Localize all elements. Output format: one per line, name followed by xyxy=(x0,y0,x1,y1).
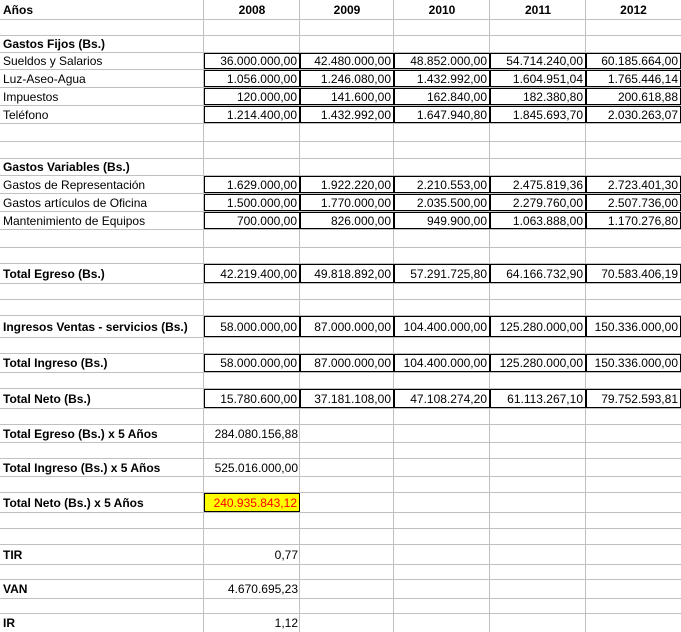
summary-row xyxy=(0,459,681,477)
highlighted-total-cell[interactable]: 240.935.843,12 xyxy=(204,493,300,512)
value-cell[interactable]: 2.475.819,36 xyxy=(490,176,586,193)
empty-row xyxy=(0,477,681,493)
value-cell[interactable]: 54.714.240,00 xyxy=(490,53,586,69)
value-cell[interactable]: 150.336.000,00 xyxy=(586,354,681,372)
value-cell[interactable]: 1.246.080,00 xyxy=(300,70,394,87)
empty-row xyxy=(0,300,681,316)
value-cell[interactable]: 58.000.000,00 xyxy=(204,316,300,337)
total-egreso-row xyxy=(0,264,681,284)
summary-label[interactable]: Total Neto (Bs.) x 5 Años xyxy=(3,495,144,510)
row-label[interactable]: Mantenimiento de Equipos xyxy=(3,213,146,228)
row-label[interactable]: Total Neto (Bs.) xyxy=(3,391,91,406)
summary-label[interactable]: TIR xyxy=(3,547,23,562)
value-cell[interactable]: 49.818.892,00 xyxy=(300,264,394,283)
value-cell[interactable]: 1.770.000,00 xyxy=(300,194,394,211)
table-row xyxy=(0,212,681,230)
value-cell[interactable]: 1.432.992,00 xyxy=(394,70,490,87)
value-cell[interactable]: 42.480.000,00 xyxy=(300,53,394,69)
value-cell[interactable]: 57.291.725,80 xyxy=(394,264,490,283)
empty-row xyxy=(0,565,681,580)
value-cell[interactable]: 141.600,00 xyxy=(300,88,394,105)
summary-value[interactable]: 1,12 xyxy=(274,616,298,630)
empty-row xyxy=(0,20,681,36)
summary-label[interactable]: Total Egreso (Bs.) x 5 Años xyxy=(3,426,158,441)
empty-row xyxy=(0,599,681,614)
value-cell[interactable]: 2.507.736,00 xyxy=(586,194,681,211)
value-cell[interactable]: 87.000.000,00 xyxy=(300,354,394,372)
value-cell[interactable]: 182.380,80 xyxy=(490,88,586,105)
year-cell[interactable]: 2010 xyxy=(428,2,456,17)
value-cell[interactable]: 2.030.263,07 xyxy=(586,106,681,123)
summary-row xyxy=(0,425,681,443)
row-label[interactable]: Gastos de Representación xyxy=(3,177,146,192)
table-row xyxy=(0,106,681,124)
value-cell[interactable]: 58.000.000,00 xyxy=(204,354,300,372)
value-cell[interactable]: 2.210.553,00 xyxy=(394,176,490,193)
value-cell[interactable]: 1.604.951,04 xyxy=(490,70,586,87)
summary-value[interactable]: 4.670.695,23 xyxy=(227,582,298,596)
value-cell[interactable]: 42.219.400,00 xyxy=(204,264,300,283)
header-label-cell[interactable]: Años xyxy=(3,2,33,17)
value-cell[interactable]: 2.035.500,00 xyxy=(394,194,490,211)
section-title-gastos-variables[interactable]: Gastos Variables (Bs.) xyxy=(3,160,130,174)
value-cell[interactable]: 2.723.401,30 xyxy=(586,176,681,193)
value-cell[interactable]: 1.629.000,00 xyxy=(204,176,300,193)
empty-row xyxy=(0,443,681,459)
empty-row xyxy=(0,529,681,545)
year-cell[interactable]: 2011 xyxy=(524,2,552,17)
row-label[interactable]: Gastos artículos de Oficina xyxy=(3,195,148,210)
section-title-row xyxy=(0,36,681,53)
summary-label[interactable]: Total Ingreso (Bs.) x 5 Años xyxy=(3,460,161,475)
value-cell[interactable]: 162.840,00 xyxy=(394,88,490,105)
row-label[interactable]: Total Egreso (Bs.) xyxy=(3,266,105,281)
summary-row xyxy=(0,493,681,513)
total-neto-row xyxy=(0,389,681,409)
row-label[interactable]: Total Ingreso (Bs.) xyxy=(3,356,108,370)
empty-row xyxy=(0,373,681,389)
row-label[interactable]: Ingresos Ventas - servicios (Bs.) xyxy=(3,319,188,334)
value-cell[interactable]: 1.922.220,00 xyxy=(300,176,394,193)
summary-value[interactable]: 0,77 xyxy=(274,547,298,562)
table-row xyxy=(0,88,681,106)
value-cell[interactable]: 150.336.000,00 xyxy=(586,316,681,337)
value-cell[interactable]: 47.108.274,20 xyxy=(394,389,490,408)
empty-row xyxy=(0,284,681,300)
summary-label[interactable]: IR xyxy=(3,616,15,630)
summary-row xyxy=(0,580,681,599)
value-cell[interactable]: 1.845.693,70 xyxy=(490,106,586,123)
value-cell[interactable]: 1.647.940,80 xyxy=(394,106,490,123)
value-cell[interactable]: 1.056.000,00 xyxy=(204,70,300,87)
table-row xyxy=(0,194,681,212)
row-label[interactable]: Impuestos xyxy=(3,89,59,104)
value-cell[interactable]: 60.185.664,00 xyxy=(586,53,681,69)
empty-row xyxy=(0,230,681,248)
row-label[interactable]: Sueldos y Salarios xyxy=(3,54,103,68)
table-row xyxy=(0,53,681,70)
value-cell[interactable]: 70.583.406,19 xyxy=(586,264,681,283)
value-cell[interactable]: 826.000,00 xyxy=(300,212,394,229)
year-cell[interactable]: 2009 xyxy=(333,2,361,17)
summary-row xyxy=(0,614,681,632)
value-cell[interactable]: 949.900,00 xyxy=(394,212,490,229)
section-title-gastos-fijos[interactable]: Gastos Fijos (Bs.) xyxy=(3,37,106,51)
value-cell[interactable]: 1.432.992,00 xyxy=(300,106,394,123)
value-cell[interactable]: 1.500.000,00 xyxy=(204,194,300,211)
table-row xyxy=(0,70,681,88)
value-cell[interactable]: 200.618,88 xyxy=(586,88,681,105)
year-cell[interactable]: 2008 xyxy=(238,2,266,17)
value-cell[interactable]: 125.280.000,00 xyxy=(490,354,586,372)
empty-row xyxy=(0,409,681,425)
ingresos-row xyxy=(0,316,681,338)
empty-row xyxy=(0,513,681,529)
value-cell[interactable]: 36.000.000,00 xyxy=(204,53,300,69)
value-cell[interactable]: 48.852.000,00 xyxy=(394,53,490,69)
value-cell[interactable]: 2.279.760,00 xyxy=(490,194,586,211)
value-cell[interactable]: 1.063.888,00 xyxy=(490,212,586,229)
empty-row xyxy=(0,338,681,354)
summary-label[interactable]: VAN xyxy=(3,582,28,596)
value-cell[interactable]: 61.113.267,10 xyxy=(490,389,586,408)
value-cell[interactable]: 700.000,00 xyxy=(204,212,300,229)
total-ingreso-row xyxy=(0,354,681,373)
value-cell[interactable]: 120.000,00 xyxy=(204,88,300,105)
summary-row xyxy=(0,545,681,565)
empty-row xyxy=(0,124,681,142)
value-cell[interactable]: 79.752.593,81 xyxy=(586,389,681,408)
value-cell[interactable]: 104.400.000,00 xyxy=(394,316,490,337)
empty-row xyxy=(0,248,681,264)
value-cell[interactable]: 125.280.000,00 xyxy=(490,316,586,337)
empty-row xyxy=(0,142,681,159)
value-cell[interactable]: 15.780.600,00 xyxy=(204,389,300,408)
value-cell[interactable]: 1.214.400,00 xyxy=(204,106,300,123)
summary-value[interactable]: 284.080.156,88 xyxy=(214,426,298,441)
summary-value[interactable]: 525.016.000,00 xyxy=(214,460,298,475)
value-cell[interactable]: 64.166.732,90 xyxy=(490,264,586,283)
section-title-row xyxy=(0,159,681,176)
value-cell[interactable]: 1.765.446,14 xyxy=(586,70,681,87)
value-cell[interactable]: 1.170.276,80 xyxy=(586,212,681,229)
year-cell[interactable]: 2012 xyxy=(620,2,647,17)
value-cell[interactable]: 87.000.000,00 xyxy=(300,316,394,337)
header-row xyxy=(0,0,681,20)
value-cell[interactable]: 37.181.108,00 xyxy=(300,389,394,408)
value-cell[interactable]: 104.400.000,00 xyxy=(394,354,490,372)
row-label[interactable]: Luz-Aseo-Agua xyxy=(3,71,86,86)
row-label[interactable]: Teléfono xyxy=(3,107,49,122)
table-row xyxy=(0,176,681,194)
